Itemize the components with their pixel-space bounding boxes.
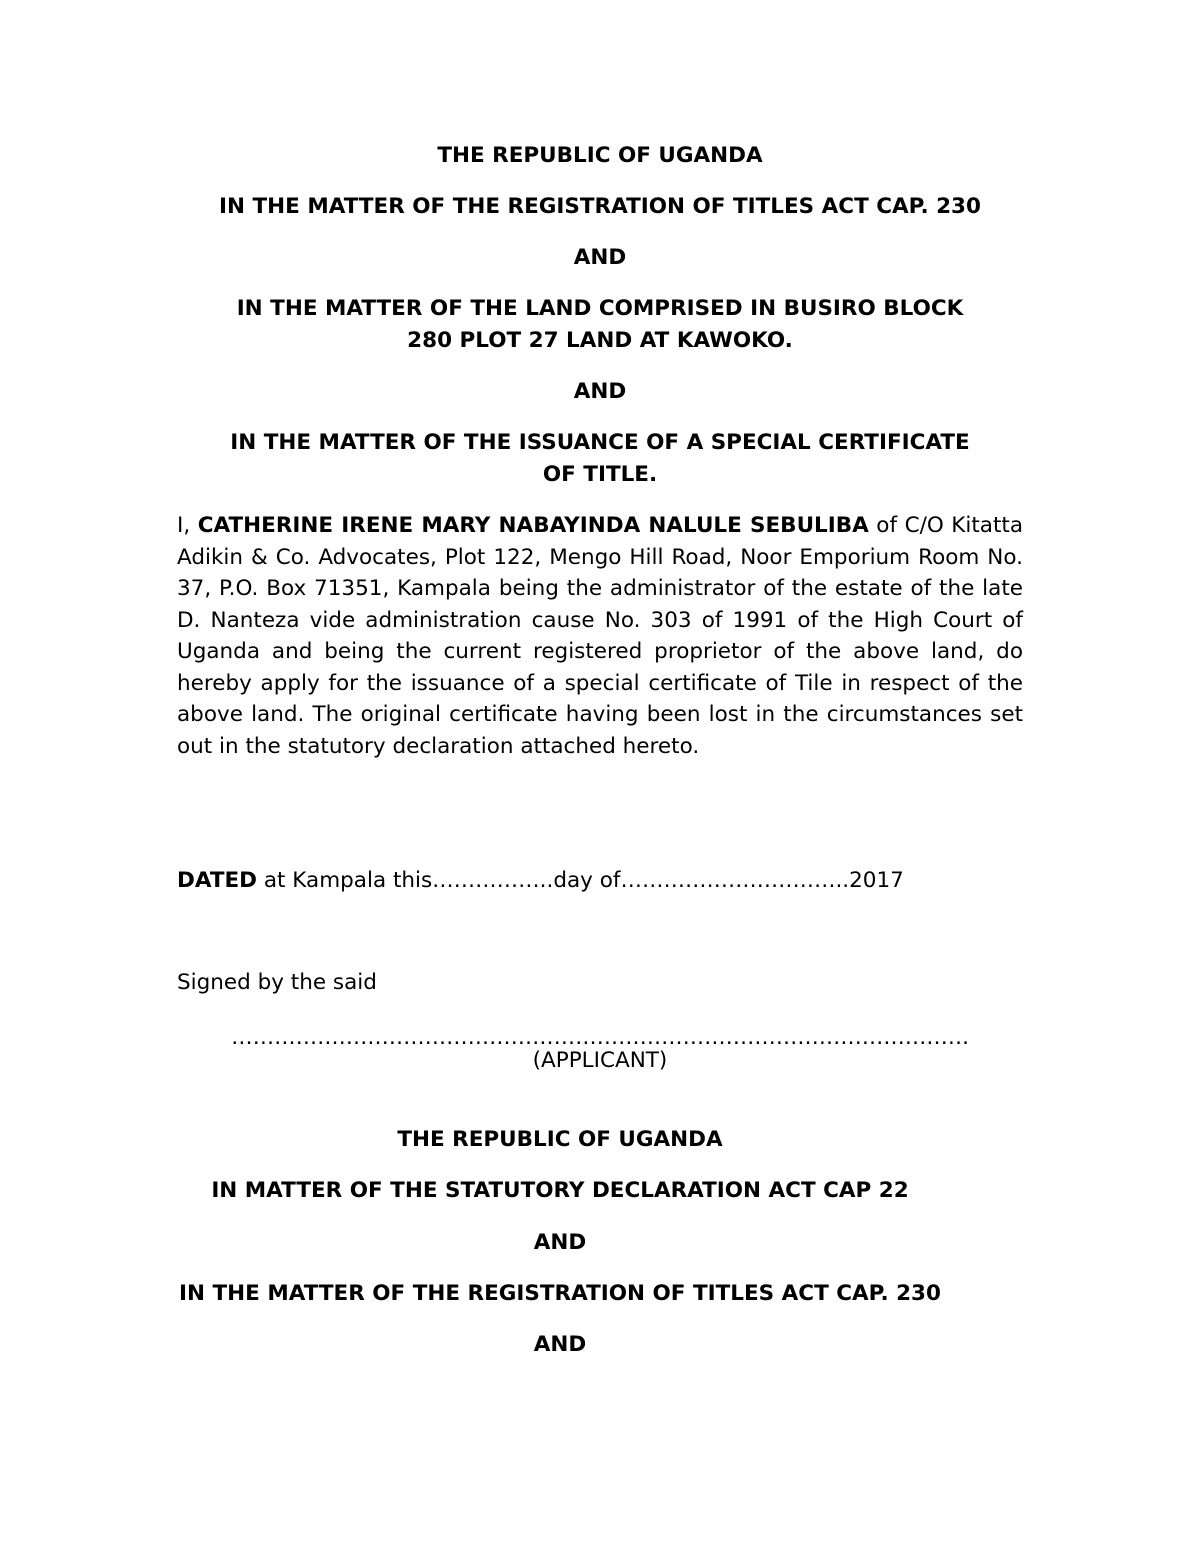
- signature-line: ………………………………………………………………………………………….: [231, 1025, 969, 1050]
- application-matter-registration-of-titles: IN THE MATTER OF THE REGISTRATION OF TITLES ACT CAP. 230: [219, 194, 981, 219]
- signed-text: Signed by the said: [177, 970, 377, 995]
- application-body-paragraph: [177, 510, 1023, 762]
- dated-text: at Kampala this……………..day of…………………………..2017: [257, 868, 904, 893]
- body-text: of C/O Kitatta Adikin & Co. Advocates, Plot 122, Mengo Hill Road, Noor Emporium Room No. 37, P.O. Box 71351, Kampala being the administrator of the estate of the late D. Nanteza vide administration cause No. 303 of 1991 of the High Court of Uganda and being the current registered proprietor of the above land, do hereby apply for the issuance of a special certificate of Tile in respect of the above land. The original certificate having been lost in the circumstances set out in the statutory declaration attached hereto.: [177, 513, 1024, 759]
- declaration-and-1: AND: [533, 1230, 587, 1255]
- application-matter-certificate-line-2: OF TITLE.: [542, 462, 658, 487]
- application-matter-land-line-1: IN THE MATTER OF THE LAND COMPRISED IN BUSIRO BLOCK: [236, 296, 964, 321]
- body-prefix: I,: [177, 513, 198, 538]
- applicant-name: CATHERINE IRENE MARY NABAYINDA NALULE SEBULIBA: [197, 513, 869, 538]
- declaration-matter-statutory-declaration: IN MATTER OF THE STATUTORY DECLARATION ACT CAP 22: [211, 1178, 909, 1203]
- application-heading: THE REPUBLIC OF UGANDA: [437, 143, 763, 168]
- application-matter-certificate-line-1: IN THE MATTER OF THE ISSUANCE OF A SPECIAL CERTIFICATE: [230, 430, 970, 455]
- dated-label: DATED: [177, 868, 258, 893]
- application-and-2: AND: [573, 379, 627, 404]
- declaration-and-2: AND: [533, 1332, 587, 1357]
- application-matter-land-line-2: 280 PLOT 27 LAND AT KAWOKO.: [407, 328, 793, 353]
- dated-line: [177, 865, 904, 897]
- applicant-label: (APPLICANT): [532, 1048, 668, 1073]
- declaration-heading: THE REPUBLIC OF UGANDA: [397, 1127, 723, 1152]
- application-and-1: AND: [573, 245, 627, 270]
- declaration-matter-registration-of-titles: IN THE MATTER OF THE REGISTRATION OF TITLES ACT CAP. 230: [179, 1281, 941, 1306]
